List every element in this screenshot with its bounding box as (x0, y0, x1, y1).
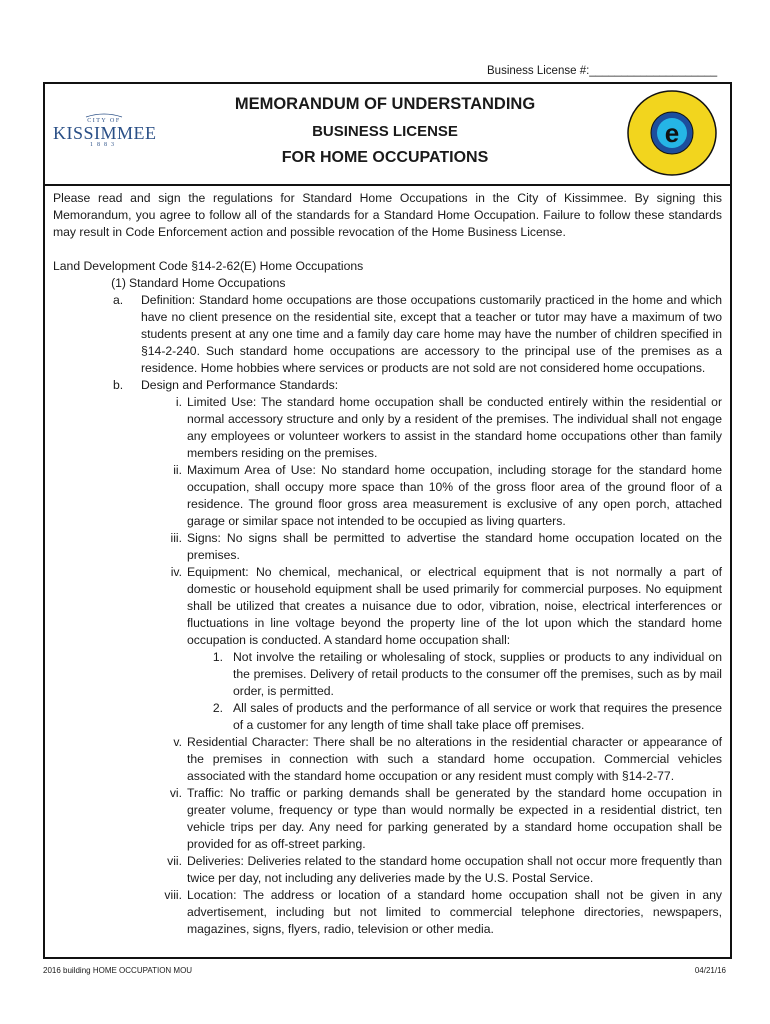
standard-text: Signs: No signs shall be permitted to advertise the standard home occupation located on the premises. (187, 531, 722, 562)
footer-date: 04/21/16 (694, 966, 726, 975)
standard-text: Maximum Area of Use: No standard home occupation, including storage for the standard home occupation, shall occupy more space than 10% of the gross floor area of the ground floor of a residence. The ground floor gross area measurement is exclusive of any open porch, attached garage or similar space not intended to be occupied as living quarters. (187, 463, 722, 528)
memo-header (45, 84, 730, 186)
section-title: Standard Home Occupations (129, 276, 286, 290)
standard-text: Location: The address or location of a standard home occupation shall not be given in any advertisement, including but not limited to commercial telephone directories, newspapers, magazines, signs, flyers, radio, television or other media. (187, 888, 722, 936)
item-definition (53, 292, 722, 377)
standard-text: Residential Character: There shall be no alterations in the residential character or appearance of the premises in connection with such a standard home occupation. Commercial vehicles associated with the standard home occupation or any resident must comply with §14-2-77. (187, 735, 722, 783)
subitem-label: 1. (212, 650, 223, 664)
subtitle-home-occupations: FOR HOME OCCUPATIONS (281, 149, 489, 166)
standard-label: vii. (167, 854, 182, 868)
e-permit-badge-icon (626, 89, 718, 177)
intro-paragraph: Please read and sign the regulations for Standard Home Occupations in the City of Kissimmee. By signing this Memorandum, you agree to follow all of the standards for a Standard Home Occupation. Failure to follow these standards may result in Code Enforcement action and possible revocation of the Home Business License. (53, 191, 722, 239)
memo-titles (195, 94, 575, 167)
standard-label: viii. (164, 888, 182, 902)
standard-label: v. (173, 735, 182, 749)
memo-body (45, 186, 730, 938)
logo-year: 1883 (90, 142, 118, 148)
standard-label: vi. (169, 786, 182, 800)
standard-maximum-area (53, 462, 722, 530)
logo-city-of: CITY OF (87, 118, 121, 124)
standard-location (53, 887, 722, 938)
equipment-subitem (53, 649, 722, 700)
subtitle-business-license: BUSINESS LICENSE (312, 123, 458, 140)
footer-document-name: 2016 building HOME OCCUPATION MOU (43, 966, 193, 975)
equipment-subitem (53, 700, 722, 734)
standard-label: ii. (173, 463, 182, 477)
item-text: Definition: Standard home occupations are those occupations customarily practiced in the home and which have no client presence on the residential site, except that a teacher or tutor may have a maximum of two students present at any one time and a family day care home may have the number of children specified in §14-2-240. Such standard home occupations are accessory to the principal use of the premises as a residence. Home hobbies where services or products are not sold are not considered home occupations. (141, 293, 722, 375)
standard-traffic (53, 785, 722, 853)
standard-signs (53, 530, 722, 564)
item-label: a. (113, 293, 124, 307)
standard-text: Traffic: No traffic or parking demands shall be generated by the standard home occupation in greater volume, frequency or type than would normally be expected in a residential district, ten vehicle trips per day. Any need for parking generated by a standard home occupation shall be provided for as off-street parking. (187, 786, 722, 851)
badge-letter: e (664, 118, 680, 148)
business-license-number: Business License #:____________________ (487, 65, 718, 77)
subitem-text: Not involve the retailing or wholesaling of stock, supplies or products to any individual on the premises. Delivery of retail products to the consumer off the premises, such as by mail order, is permitted. (233, 650, 722, 698)
section-standard-home-occupations (53, 275, 722, 292)
city-of-kissimmee-logo (53, 112, 155, 148)
subitem-text: All sales of products and the performance of all service or work that requires the presence of a customer for any length of time shall take place off premises. (233, 701, 722, 732)
code-heading: Land Development Code §14-2-62(E) Home Occupations (53, 259, 364, 273)
logo-city-name: KISSIMMEE (53, 123, 157, 143)
item-label: b. (113, 378, 124, 392)
standard-residential-character (53, 734, 722, 785)
standard-limited-use (53, 394, 722, 462)
standard-text: Limited Use: The standard home occupation shall be conducted entirely within the residential or normal accessory structure and only by a resident of the premises. The individual shall not engage any employees or volunteer workers to assist in the standard home occupations other than family members residing on the premises. (187, 395, 722, 460)
standard-label: i. (175, 395, 182, 409)
item-design-standards (53, 377, 722, 394)
standard-equipment (53, 564, 722, 649)
standard-text: Deliveries: Deliveries related to the standard home occupation shall not occur more frequently than twice per day, not including any deliveries made by the U.S. Postal Service. (187, 854, 722, 885)
standard-label: iv. (170, 565, 182, 579)
standard-text: Equipment: No chemical, mechanical, or electrical equipment that is not normally a part of domestic or household equipment shall be used primarily for commercial purposes. No equipment shall be utilized that creates a nuisance due to odor, vibration, noise, electrical interferences or fluctuations in line voltage beyond the property line of the lot upon which the standard home occupation is conducted. A standard home occupation shall: (187, 565, 722, 647)
item-text: Design and Performance Standards: (141, 378, 339, 392)
standard-label: iii. (170, 531, 182, 545)
page-title: MEMORANDUM OF UNDERSTANDING (234, 95, 536, 113)
standard-deliveries (53, 853, 722, 887)
section-label: (1) (111, 276, 126, 290)
subitem-label: 2. (212, 701, 223, 715)
memorandum-frame (43, 82, 732, 959)
